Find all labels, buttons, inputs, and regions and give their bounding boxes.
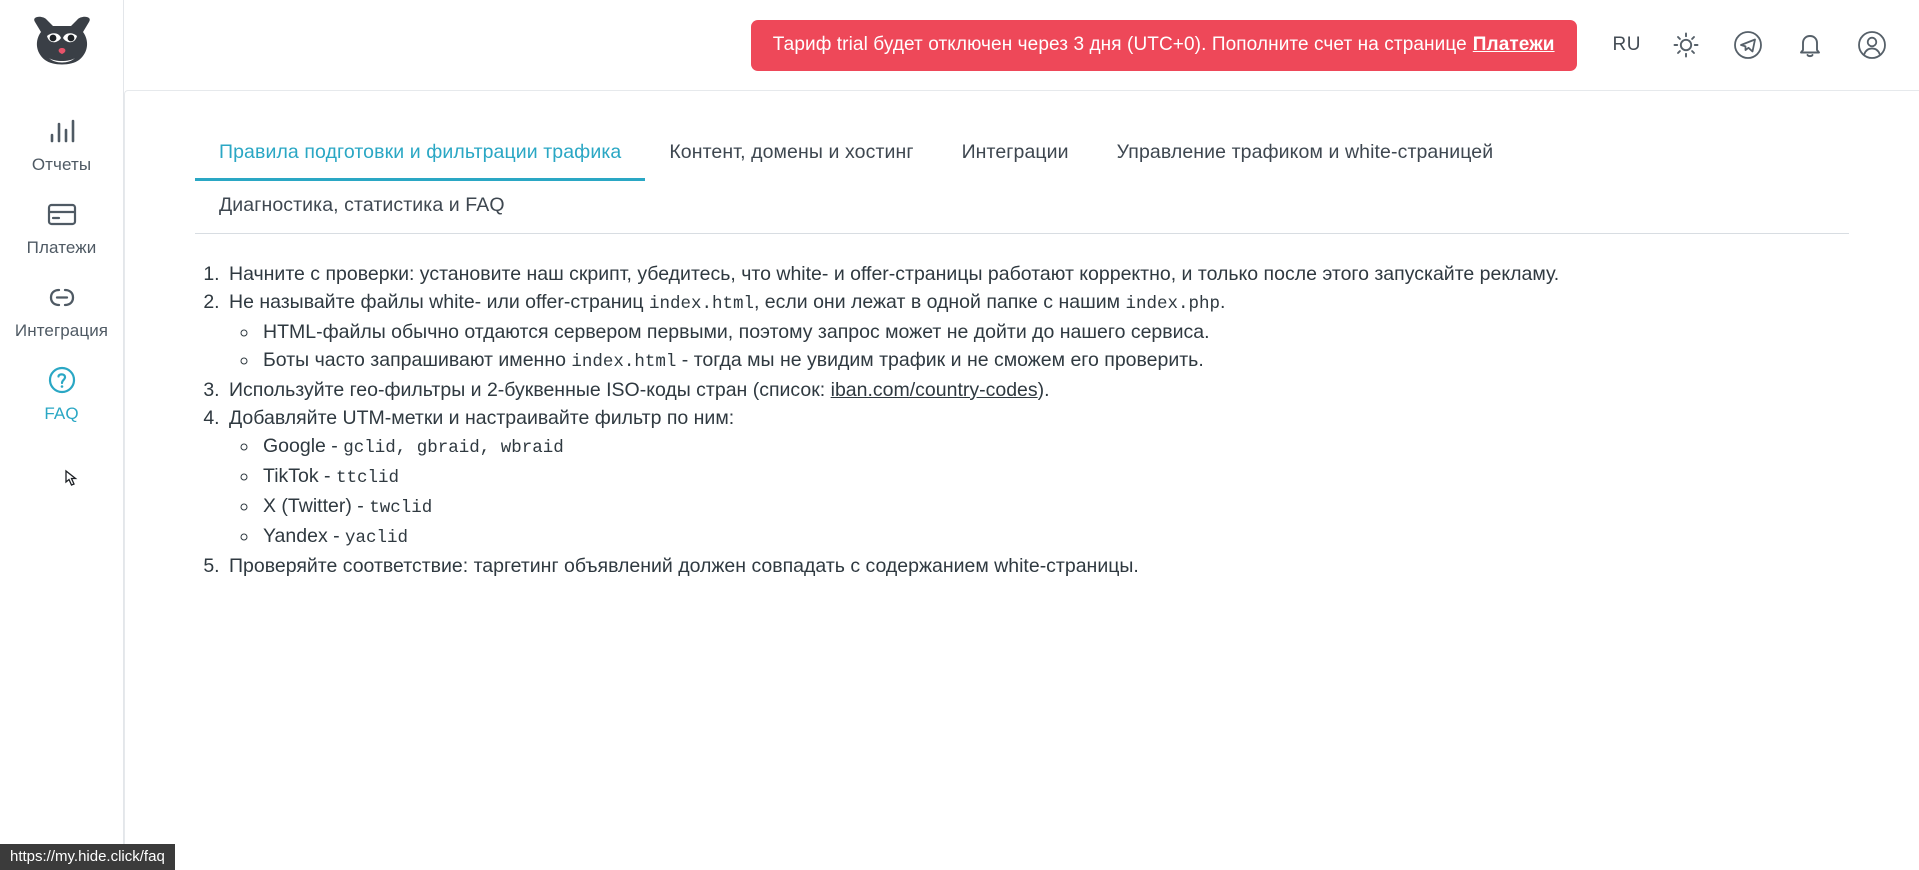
faq-document [125, 234, 1919, 580]
country-codes-link[interactable]: iban.com/country-codes [830, 379, 1038, 401]
sidebar-item-label: FAQ [44, 404, 79, 423]
list-item [259, 522, 1849, 552]
item2-code1: index.html [648, 294, 754, 314]
item2-code2: index.php [1125, 294, 1220, 314]
item4-text: Добавляйте UTM-метки и настраивайте фильтр по ним: [229, 407, 735, 429]
list-item [225, 260, 1849, 288]
utm-params: gclid, gbraid, wbraid [343, 438, 564, 458]
sidebar [0, 0, 124, 870]
item3-part1: Используйте гео-фильтры и 2-буквенные ISO-коды стран (список: [229, 379, 831, 401]
utm-source-label: Google [263, 435, 326, 457]
list-item [225, 404, 1849, 552]
sidebar-item-label: Отчеты [31, 155, 92, 174]
credit-card-icon [45, 197, 79, 231]
utm-params: twclid [369, 498, 433, 518]
raccoon-logo[interactable] [27, 14, 97, 72]
tab-content-domains[interactable]: Контент, домены и хостинг [669, 141, 914, 163]
item2-sublist [229, 318, 1849, 376]
item2-sub2-part2: - тогда мы не увидим трафик и не сможем его проверить. [676, 349, 1204, 371]
sidebar-item-integraciya[interactable] [0, 268, 124, 351]
list-item [259, 346, 1849, 376]
sidebar-item-faq[interactable] [0, 351, 124, 434]
alert-text: Тариф trial будет отключен через 3 дня (UTC+0). Пополните счет на странице [772, 34, 1467, 55]
list-item [259, 462, 1849, 492]
language-switcher[interactable]: RU [1612, 34, 1641, 55]
content-panel [124, 90, 1919, 870]
question-circle-icon [45, 363, 79, 397]
dash: - [318, 465, 336, 487]
tab-diagnostics-faq[interactable]: Диагностика, статистика и FAQ [219, 194, 505, 216]
link-icon [45, 280, 79, 314]
tab-rules[interactable]: Правила подготовки и фильтрации трафика [195, 127, 645, 181]
item2-part2: , если они лежат в одной папке с нашим [753, 291, 1126, 313]
utm-params: yaclid [345, 528, 409, 548]
item3-part2: ). [1037, 379, 1050, 401]
tab-traffic-management[interactable]: Управление трафиком и white-страницей [1116, 141, 1494, 163]
sidebar-item-label: Интеграция [14, 321, 109, 340]
list-item [225, 552, 1849, 580]
utm-source-label: Yandex [263, 525, 328, 547]
tab-bar [195, 127, 1849, 234]
list-item [259, 432, 1849, 462]
item4-sublist [229, 432, 1849, 552]
list-item [259, 318, 1849, 346]
item5-text: Проверяйте соответствие: таргетинг объявлений должен совпадать с содержанием white-страницы. [229, 555, 1139, 577]
item2-sub2-part1: Боты часто запрашивают именно [263, 349, 572, 371]
alert-payments-link[interactable]: Платежи [1472, 34, 1555, 55]
mouse-cursor-icon [62, 468, 82, 494]
user-account-icon[interactable] [1855, 28, 1889, 62]
sidebar-item-platezhi[interactable] [0, 185, 124, 268]
bell-icon[interactable] [1793, 28, 1827, 62]
dash: - [351, 495, 370, 517]
item2-part3: . [1219, 291, 1226, 313]
list-item [225, 376, 1849, 404]
bar-chart-icon [45, 114, 79, 148]
utm-params: ttclid [335, 468, 399, 488]
faq-list [195, 260, 1849, 580]
item2-sub1: HTML-файлы обычно отдаются сервером первыми, поэтому запрос может не дойти до нашего сервиса. [263, 321, 1210, 343]
utm-source-label: TikTok [263, 465, 319, 487]
telegram-icon[interactable] [1731, 28, 1765, 62]
list-item [259, 492, 1849, 522]
item2-sub2-code: index.html [571, 352, 677, 372]
dash: - [325, 435, 344, 457]
item1-text: Начните с проверки: установите наш скрипт, убедитесь, что white- и offer-страницы работают корректно, и только после этого запускайте рекламу. [229, 263, 1560, 285]
tab-integrations[interactable]: Интеграции [961, 141, 1069, 163]
sun-icon[interactable] [1669, 28, 1703, 62]
list-item [225, 288, 1849, 376]
status-bar-url: https://my.hide.click/faq [0, 844, 175, 870]
top-bar [124, 0, 1919, 90]
utm-source-label: X (Twitter) [263, 495, 352, 517]
sidebar-item-otchety[interactable] [0, 102, 124, 185]
trial-alert-banner [751, 20, 1577, 71]
dash: - [327, 525, 346, 547]
sidebar-item-label: Платежи [26, 238, 97, 257]
item2-part1: Не называйте файлы white- или offer-страниц [229, 291, 649, 313]
main-area [124, 0, 1919, 870]
